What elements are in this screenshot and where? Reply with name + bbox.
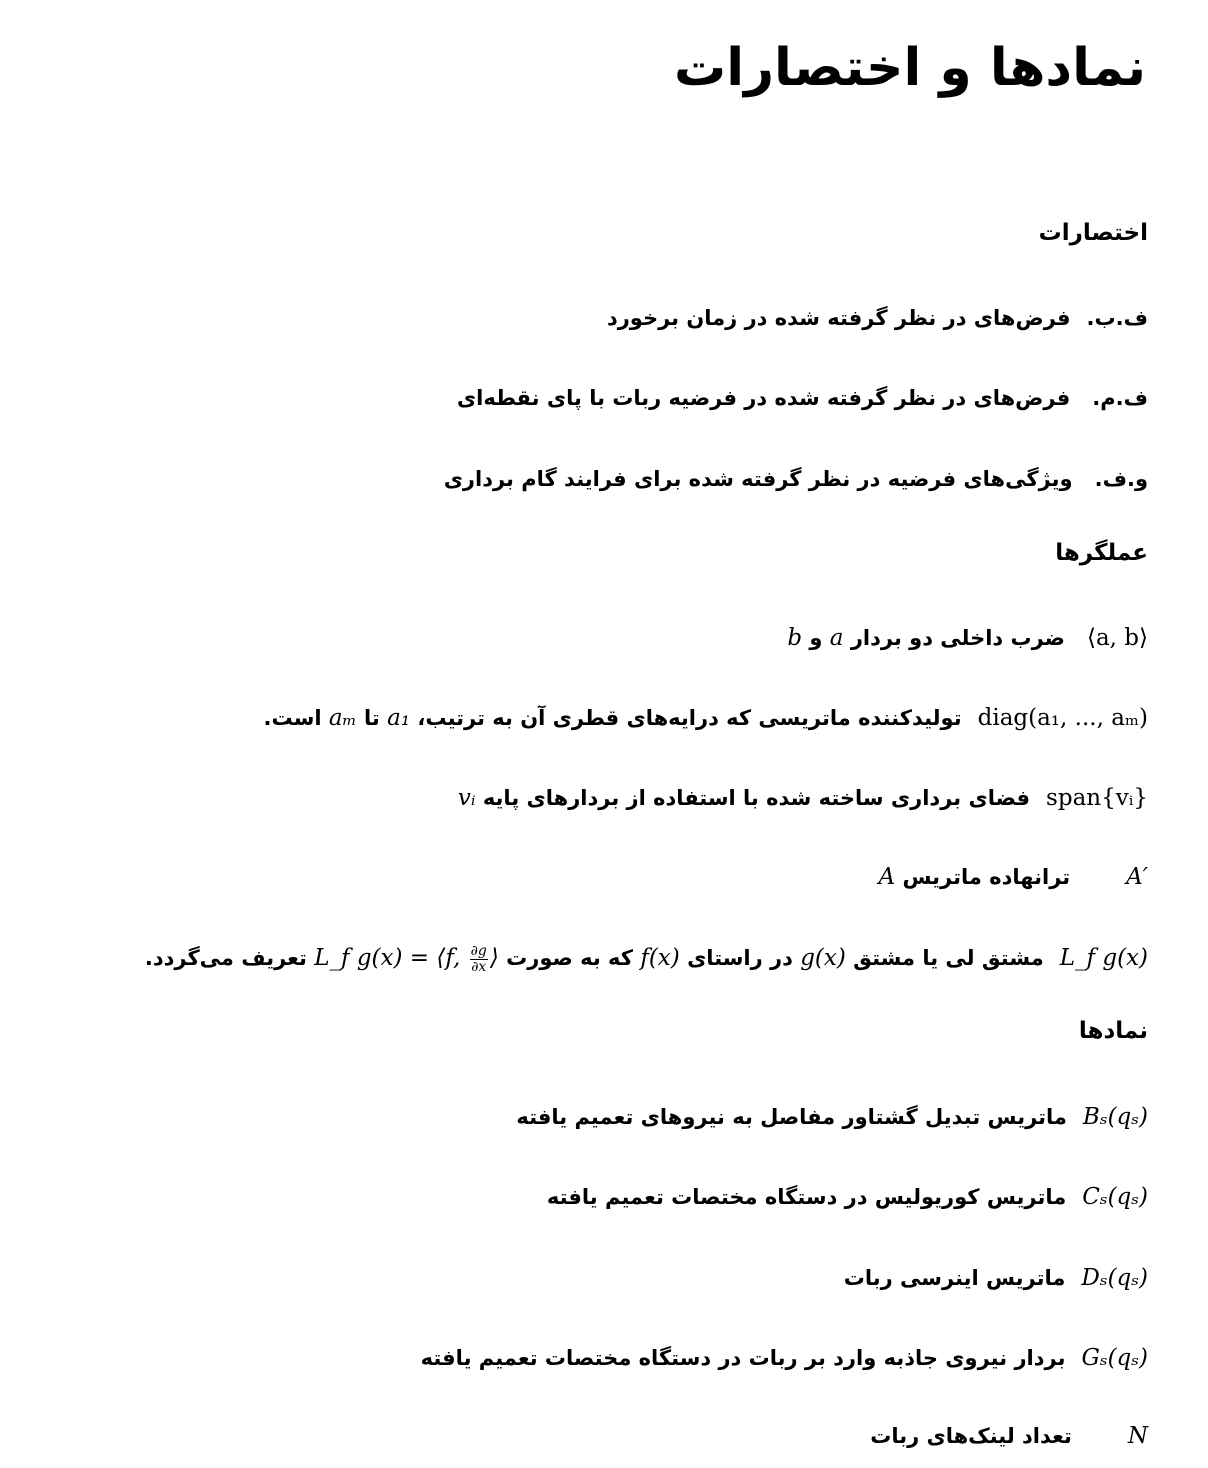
symbol-description: ماتریس تبدیل گشتاور مفاصل به نیروهای تعمیم یافته xyxy=(516,1105,1067,1129)
operator-term: diag(a₁, ..., aₘ) xyxy=(977,705,1148,731)
symbol-description: ماتریس اینرسی ربات xyxy=(843,1266,1066,1290)
operator-term: A′ xyxy=(1126,864,1148,890)
abbreviation-entry xyxy=(457,378,1148,418)
symbol-entry xyxy=(844,1258,1148,1298)
operator-term: ⟨a, b⟩ xyxy=(1086,625,1148,651)
section-heading-operators: عملگرها xyxy=(1055,540,1148,566)
section-heading-abbreviations: اختصارات xyxy=(1038,220,1148,246)
abbreviation-description: ویژگی‌های فرضیه در نظر گرفته شده برای فرایند گام برداری xyxy=(443,467,1073,491)
operator-entry-inner-product xyxy=(787,618,1148,658)
abbreviation-description: فرض‌های در نظر گرفته شده در زمان برخورد xyxy=(606,306,1071,330)
abbreviation-entry xyxy=(607,298,1148,338)
abbreviation-term: و.ف. xyxy=(1094,467,1148,491)
symbol-term: N xyxy=(1127,1423,1148,1449)
operator-entry-span xyxy=(458,778,1148,818)
symbol-term: Bₛ(qₛ) xyxy=(1082,1104,1148,1130)
symbol-entry xyxy=(516,1097,1148,1137)
abbreviation-term: ف.ب. xyxy=(1086,306,1148,330)
symbol-entry xyxy=(870,1416,1148,1456)
operator-term: L_f g(x) xyxy=(1059,945,1148,971)
symbol-entry xyxy=(421,1338,1148,1378)
symbol-description: ماتریس کوریولیس در دستگاه مختصات تعمیم یافته xyxy=(546,1185,1067,1209)
operator-description: مشتق لی یا مشتق g(x) در راستای f(x) که به صورت L_f g(x) = ⟨f, $\frac{\partial g}{\partial x}$ ⟩ تعریف می‌گردد. xyxy=(144,942,1044,975)
abbreviation-description: فرض‌های در نظر گرفته شده در فرضیه ربات با پای نقطه‌ای xyxy=(456,386,1071,410)
operator-entry-transpose xyxy=(879,857,1148,897)
operator-description: فضای برداری ساخته شده با استفاده از بردارهای پایه vᵢ xyxy=(457,785,1031,811)
abbreviation-entry xyxy=(444,459,1148,499)
operator-description: ترانهاده ماتریس A xyxy=(878,864,1071,890)
operator-entry-diag xyxy=(264,698,1149,738)
symbol-term: Gₛ(qₛ) xyxy=(1081,1345,1148,1371)
symbol-description: بردار نیروی جاذبه وارد بر ربات در دستگاه مختصات تعمیم یافته xyxy=(420,1346,1066,1370)
symbol-description: تعداد لینک‌های ربات xyxy=(870,1424,1072,1448)
abbreviation-term: ف.م. xyxy=(1092,386,1148,410)
lie-derivative-formula: L_f g(x) = ⟨f, $\frac{\partial g}{\partial x}$ ⟩ xyxy=(314,942,499,975)
symbol-term: Cₛ(qₛ) xyxy=(1082,1184,1148,1210)
symbol-entry xyxy=(547,1177,1148,1217)
operator-description: تولیدکننده ماتریسی که درایه‌های قطری آن به ترتیب، a₁ تا aₘ است. xyxy=(263,705,962,731)
operator-description: ضرب داخلی دو بردار a و b xyxy=(787,625,1065,651)
page-title: نمادها و اختصارات xyxy=(673,38,1146,98)
operator-term: span{vᵢ} xyxy=(1046,785,1148,811)
operator-entry-lie-derivative xyxy=(145,938,1148,978)
partial-fraction: $\frac{\partial g}{\partial x}$ xyxy=(470,942,487,975)
symbol-term: Dₛ(qₛ) xyxy=(1081,1265,1148,1291)
section-heading-symbols: نمادها xyxy=(1078,1018,1148,1044)
